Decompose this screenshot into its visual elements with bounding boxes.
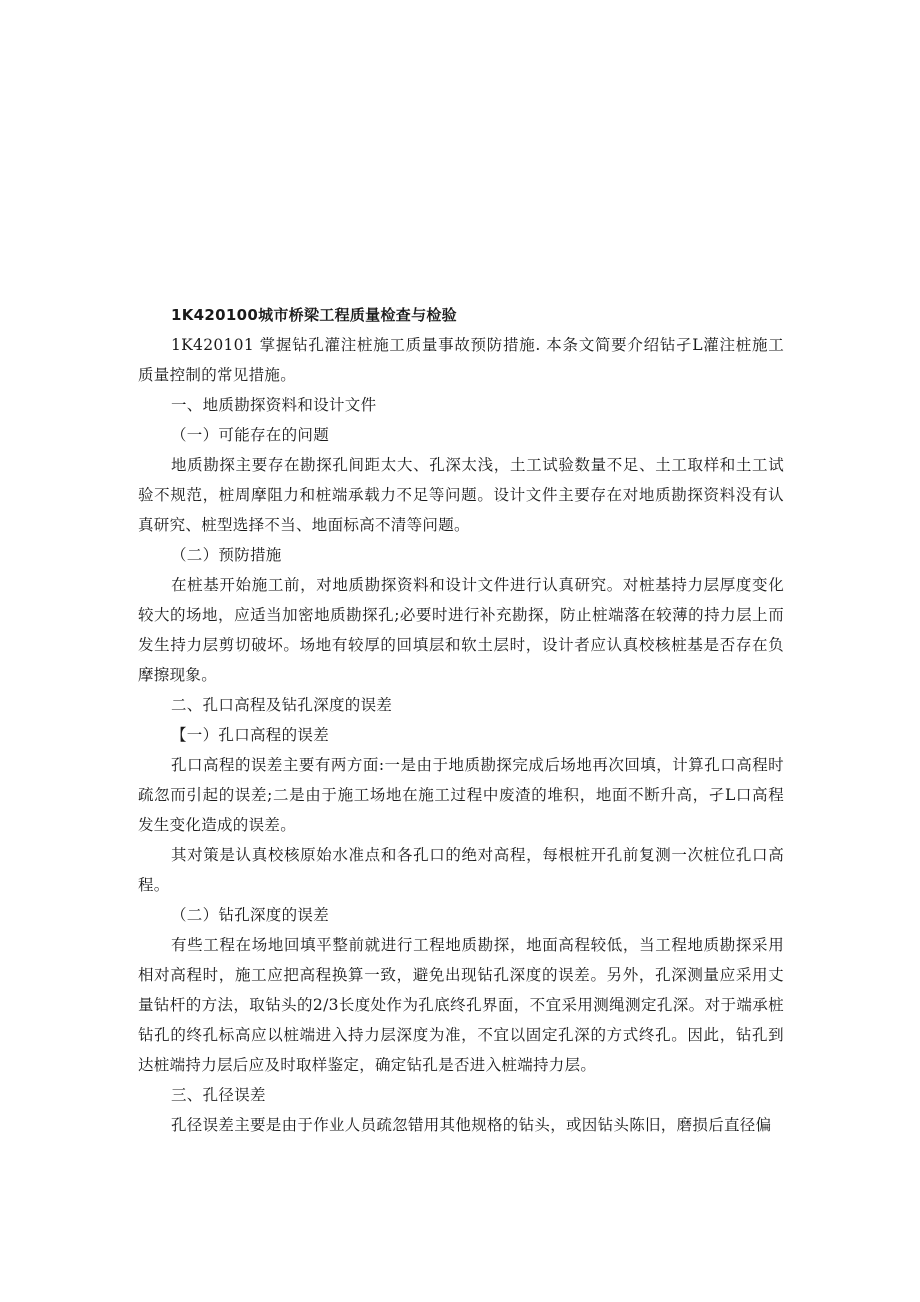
heading-3: 三、孔径误差 [171,1086,266,1104]
paragraph: 孔口高程的误差主要有两方面:一是由于地质勘探完成后场地再次回填，计算孔口高程时疏忽而引起的误差;二是由于施工场地在施工过程中废渣的堆积，地面不断升高，孑L口高程发生变化造成的误差。 [138,756,784,834]
section-title: 1K420100城市桥梁工程质量检查与检验 [171,306,457,324]
subheading: 【一）孔口高程的误差 [171,726,330,744]
paragraph: 在桩基开始施工前，对地质勘探资料和设计文件进行认真研究。对桩基持力层厚度变化较大的场地，应适当加密地质勘探孔;必要时进行补充勘探，防止桩端落在较薄的持力层上而发生持力层剪切破坏。场地有较厚的回填层和软土层时，设计者应认真校核桩基是否存在负摩擦现象。 [138,576,784,684]
document-body [138,300,784,1140]
heading-2: 二、孔口高程及钻孔深度的误差 [171,696,393,714]
subheading: （二）预防措施 [171,546,282,564]
paragraph: 其对策是认真校核原始水准点和各孔口的绝对高程，每根桩开孔前复测一次桩位孔口高程。 [138,846,784,894]
paragraph: 1K420101 掌握钻孔灌注桩施工质量事故预防措施. 本条文简要介绍钻孑L灌注桩施工质量控制的常见措施。 [138,336,784,384]
heading-1: 一、地质勘探资料和设计文件 [171,396,377,414]
subheading: （二）钻孔深度的误差 [171,906,330,924]
paragraph: 有些工程在场地回填平整前就进行工程地质勘探，地面高程较低，当工程地质勘探采用相对高程时，施工应把高程换算一致，避免出现钻孔深度的误差。另外，孔深测量应采用丈量钻杆的方法，取钻头的2/3长度处作为孔底终孔界面，不宜采用测绳测定孔深。对于端承桩钻孔的终孔标高应以桩端进入持力层深度为准，不宜以固定孔深的方式终孔。因此，钻孔到达桩端持力层后应及时取样鉴定，确定钻孔是否进入桩端持力层。 [138,936,784,1074]
subheading: （一）可能存在的问题 [171,426,330,444]
paragraph: 孔径误差主要是由于作业人员疏忽错用其他规格的钻头，或因钻头陈旧，磨损后直径偏 [171,1116,772,1134]
paragraph: 地质勘探主要存在勘探孔间距太大、孔深太浅，土工试验数量不足、土工取样和土工试验不规范，桩周摩阻力和桩端承载力不足等问题。设计文件主要存在对地质勘探资料没有认真研究、桩型选择不当、地面标高不清等问题。 [138,456,784,534]
